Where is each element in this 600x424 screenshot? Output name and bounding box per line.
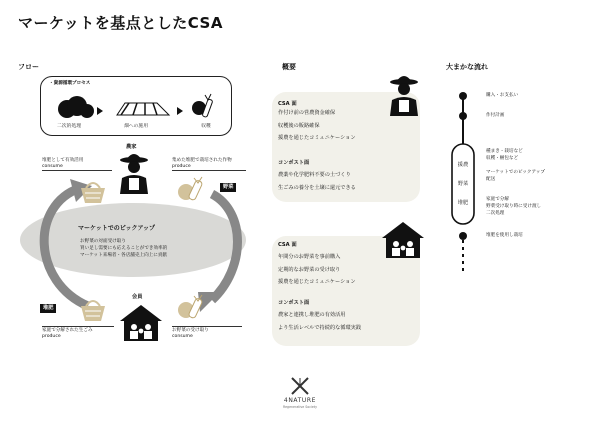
timeline-item: 家庭で分解: [486, 197, 509, 202]
compost-use-en: consume: [42, 164, 63, 169]
field-icon: [117, 103, 169, 115]
flow-diagram: [0, 0, 270, 424]
pickup-line: 買い足し需要にも応えることができ効率的: [80, 246, 168, 251]
member-compost-list: [278, 309, 361, 334]
timeline-dot: [459, 112, 467, 120]
section-main-flow-header: 大まかな流れ: [446, 63, 488, 71]
section-flow-header: フロー: [18, 63, 39, 71]
resource-cycle-label: ・資源循環プロセス: [49, 81, 91, 86]
overview-item: 援農を通じたコミュニケーション: [278, 279, 356, 285]
pickup-title: マーケットでのピックアップ: [78, 225, 156, 232]
overview-item: 年間分のお野菜を事前購入: [278, 254, 341, 260]
overview-item: 農薬や化学肥料不要の土づくり: [278, 172, 351, 178]
pickup-description: [80, 238, 167, 259]
vegetables-icon: [174, 176, 208, 204]
farmer-csa-heading: CSA 面: [278, 101, 297, 107]
process-step-secondary: 二次的処理: [57, 124, 81, 129]
process-step-field: 畑への施用: [124, 124, 148, 129]
timeline-dot: [459, 232, 467, 240]
overview-item: より生活レベルで持続的な循環実践: [278, 324, 362, 331]
section-overview-header: 概要: [282, 63, 296, 71]
household-waste-jp: 家庭で分解された生ごみ: [42, 328, 93, 333]
household-waste-note: [42, 326, 114, 340]
harvest-crop-en: produce: [172, 164, 191, 169]
vegetable-receipt-note: [172, 326, 242, 340]
timeline-item: 堆肥を使用し栽培: [486, 233, 523, 238]
resource-cycle-title: 資源循環プロセス: [53, 81, 91, 86]
timeline-item: 配送: [486, 177, 496, 182]
timeline-item: マーケットでのピックアップ: [486, 170, 545, 175]
farmer-compost-heading: コンポスト面: [278, 160, 310, 166]
timeline-capsule-labels: [454, 156, 472, 213]
farmer-csa-list: [278, 107, 356, 145]
house-family-icon: [118, 303, 164, 343]
process-icons: [49, 89, 225, 121]
overview-item: 収穫後の販路確保: [278, 122, 320, 129]
overview-item: 生ごみの養分を土壌に還元できる: [278, 184, 356, 191]
logo-wordmark: 4NATURE: [283, 397, 317, 404]
timeline-item: 野菜受け取り時に受け渡し: [486, 204, 542, 209]
vegetable-receipt-jp: お野菜の受け取り: [172, 328, 209, 333]
received-vegetables-icon: [174, 294, 208, 322]
process-step-harvest: 収穫: [201, 124, 211, 129]
farmer-label: 農家: [126, 144, 137, 150]
timeline-item: 二次処理: [486, 211, 505, 216]
logo-tagline: Regenerative Society: [283, 405, 317, 409]
member-csa-heading: CSA 面: [278, 242, 297, 248]
timeline-dot: [459, 92, 467, 100]
compost-basket-icon: [78, 178, 108, 204]
vegetables-icon: [192, 94, 213, 117]
member-label: 会員: [132, 294, 143, 300]
timeline-item-group: [486, 169, 545, 183]
capsule-label: 野菜: [457, 181, 469, 187]
vegetable-receipt-en: consume: [172, 334, 193, 339]
overview-item: 援農を通じたコミュニケーション: [278, 135, 356, 141]
timeline-item: 種まき・栽培など: [486, 149, 523, 154]
overview-item: 農家と連携し堆肥の有効活用: [278, 312, 346, 318]
harvest-crop-note: [172, 158, 246, 171]
timeline-item: 購入・お支払い: [486, 93, 519, 98]
farmer-compost-list: [278, 169, 356, 194]
farmer-icon: [116, 152, 152, 196]
harvest-crop-jp: 集めた堆肥で栽培された作物: [172, 158, 232, 163]
household-waste-en: produce: [42, 334, 61, 339]
compost-tag: 堆肥: [40, 304, 56, 313]
arrow-icon: [177, 107, 183, 115]
compost-use-note: [42, 158, 112, 171]
resource-cycle-box: [40, 76, 232, 136]
overview-item: 作付け前の営農資金確保: [278, 110, 336, 116]
logo-mark-icon: [290, 376, 310, 396]
timeline-item-group: [486, 196, 541, 217]
timeline-item: 作付計画: [486, 113, 505, 118]
timeline-item-group: [486, 148, 523, 162]
capsule-label: 堆肥: [457, 200, 469, 206]
compost-use-jp: 堆肥として有効活用: [42, 158, 84, 163]
overview-item: 定期的なお野菜の受け取り: [278, 266, 341, 273]
timeline-item: 収穫・梱包など: [486, 156, 519, 161]
house-family-icon: [380, 220, 426, 260]
bin-icon: [58, 96, 94, 118]
kitchen-waste-basket-icon: [78, 296, 108, 322]
vegetables-tag-top: 野菜: [220, 183, 236, 192]
member-csa-list: [278, 251, 356, 289]
pickup-line: お野菜の対面受け取り: [80, 239, 126, 244]
pickup-line: マーケット来場者・各店舗売上向上に貢献: [80, 253, 168, 258]
page-title: マーケットを基点としたCSA: [18, 14, 223, 32]
member-compost-heading: コンポスト面: [278, 300, 310, 306]
capsule-label: 援農: [457, 162, 469, 168]
arrow-icon: [97, 107, 103, 115]
farmer-icon: [386, 74, 422, 118]
